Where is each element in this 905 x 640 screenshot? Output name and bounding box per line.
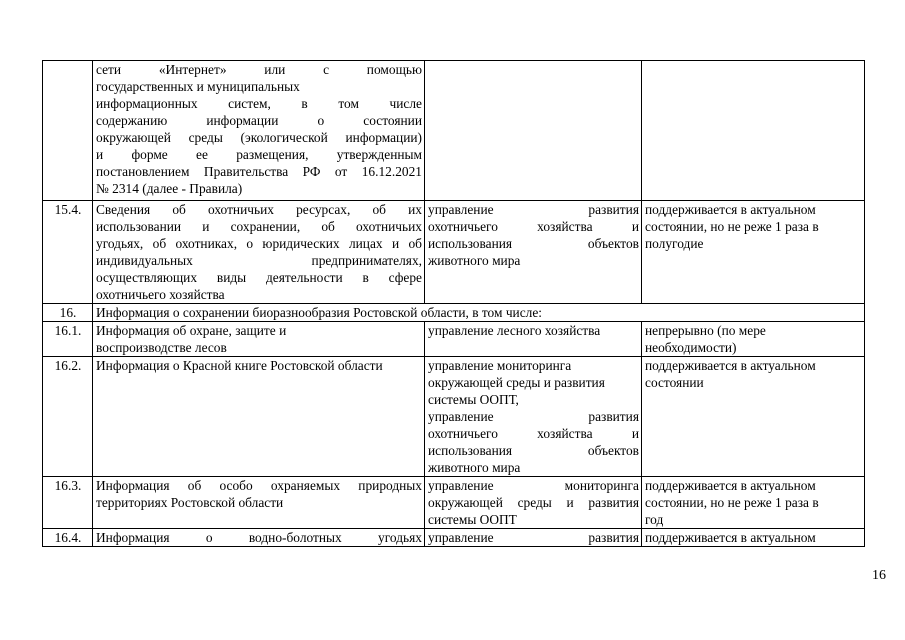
responsible-unit-cell bbox=[425, 357, 642, 477]
cell-line: охотничьего хозяйства и bbox=[428, 219, 639, 234]
update-period-cell bbox=[642, 322, 865, 357]
cell-line: содержанию информации о состоянии bbox=[96, 113, 422, 128]
row-number bbox=[43, 61, 93, 201]
cell-line: год bbox=[645, 512, 664, 527]
table-body bbox=[43, 61, 865, 547]
cell-line: Информация об особо охраняемых природных bbox=[96, 478, 422, 493]
cell-line: и форме ее размещения, утвержденным bbox=[96, 147, 422, 162]
cell-line: Информация о водно-болотных угодьях bbox=[96, 530, 422, 545]
info-description-cell bbox=[93, 322, 425, 357]
table-row bbox=[43, 201, 865, 304]
info-description-cell bbox=[93, 61, 425, 201]
update-period-cell bbox=[642, 529, 865, 547]
update-period-cell bbox=[642, 477, 865, 529]
cell-line: управление развития bbox=[428, 530, 639, 545]
cell-line: управление развития bbox=[428, 202, 639, 217]
row-number: 16.1. bbox=[43, 322, 93, 357]
cell-line: постановлением Правительства РФ от 16.12.2021 bbox=[96, 164, 422, 179]
info-description-cell bbox=[93, 201, 425, 304]
cell-line: использования объектов bbox=[428, 236, 639, 251]
update-period-cell bbox=[642, 61, 865, 201]
table-row bbox=[43, 357, 865, 477]
cell-line: системы ООПТ bbox=[428, 512, 517, 527]
cell-line: состоянии, но не реже 1 раза в bbox=[645, 219, 819, 234]
responsible-unit-cell bbox=[425, 61, 642, 201]
info-description-cell bbox=[93, 529, 425, 547]
cell-line: необходимости) bbox=[645, 340, 737, 355]
cell-line: индивидуальных предпринимателях, bbox=[96, 253, 422, 268]
cell-line: использовании и сохранении, об охотничьих bbox=[96, 219, 422, 234]
cell-line: воспроизводстве лесов bbox=[96, 340, 227, 355]
update-period-cell bbox=[642, 201, 865, 304]
cell-line: Информация об охране, защите и bbox=[96, 323, 287, 338]
info-description-cell bbox=[93, 477, 425, 529]
cell-line: окружающей среды и развития bbox=[428, 375, 605, 390]
cell-line: животного мира bbox=[428, 253, 521, 268]
responsible-unit-cell bbox=[425, 529, 642, 547]
cell-line: животного мира bbox=[428, 460, 521, 475]
cell-line: управление лесного хозяйства bbox=[428, 323, 601, 338]
cell-line: поддерживается в актуальном bbox=[645, 202, 816, 217]
page-number: 16 bbox=[872, 568, 886, 583]
cell-line: окружающей среды и развития bbox=[428, 495, 639, 510]
cell-line: охотничьего хозяйства bbox=[96, 287, 225, 302]
cell-line: управление мониторинга bbox=[428, 358, 572, 373]
row-number: 15.4. bbox=[43, 201, 93, 304]
cell-line: информационных систем, в том числе bbox=[96, 96, 422, 111]
row-number: 16.4. bbox=[43, 529, 93, 547]
cell-line: состоянии bbox=[645, 375, 704, 390]
info-description-cell bbox=[93, 357, 425, 477]
cell-line: полугодие bbox=[645, 236, 704, 251]
responsible-unit-cell bbox=[425, 201, 642, 304]
table-row bbox=[43, 304, 865, 322]
row-number: 16.2. bbox=[43, 357, 93, 477]
cell-line: Информация о Красной книге Ростовской области bbox=[96, 358, 383, 373]
cell-line: поддерживается в актуальном bbox=[645, 478, 816, 493]
cell-line: осуществляющих виды деятельности в сфере bbox=[96, 270, 422, 285]
cell-line: угодьях, об охотниках, о юридических лицах и об bbox=[96, 236, 422, 251]
table-row bbox=[43, 61, 865, 201]
cell-line: непрерывно (по мере bbox=[645, 323, 766, 338]
information-table bbox=[42, 60, 865, 547]
cell-line: окружающей среды (экологической информации) bbox=[96, 130, 422, 145]
cell-line: системы ООПТ, bbox=[428, 392, 519, 407]
update-period-cell bbox=[642, 357, 865, 477]
table-row bbox=[43, 322, 865, 357]
cell-line: управление мониторинга bbox=[428, 478, 639, 493]
cell-line: территориях Ростовской области bbox=[96, 495, 284, 510]
cell-line: поддерживается в актуальном bbox=[645, 530, 816, 545]
cell-line: Сведения об охотничьих ресурсах, об их bbox=[96, 202, 422, 217]
cell-line: управление развития bbox=[428, 409, 639, 424]
table-row bbox=[43, 529, 865, 547]
cell-line: состоянии, но не реже 1 раза в bbox=[645, 495, 819, 510]
row-number: 16. bbox=[43, 304, 93, 322]
row-number: 16.3. bbox=[43, 477, 93, 529]
section-heading: Информация о сохранении биоразнообразия Ростовской области, в том числе: bbox=[93, 304, 865, 322]
cell-line: использования объектов bbox=[428, 443, 639, 458]
responsible-unit-cell bbox=[425, 477, 642, 529]
cell-line: сети «Интернет» или с помощью bbox=[96, 62, 422, 77]
cell-line: поддерживается в актуальном bbox=[645, 358, 816, 373]
cell-line: № 2314 (далее - Правила) bbox=[96, 181, 243, 196]
cell-line: государственных и муниципальных bbox=[96, 79, 300, 94]
table-row bbox=[43, 477, 865, 529]
responsible-unit-cell bbox=[425, 322, 642, 357]
cell-line: охотничьего хозяйства и bbox=[428, 426, 639, 441]
